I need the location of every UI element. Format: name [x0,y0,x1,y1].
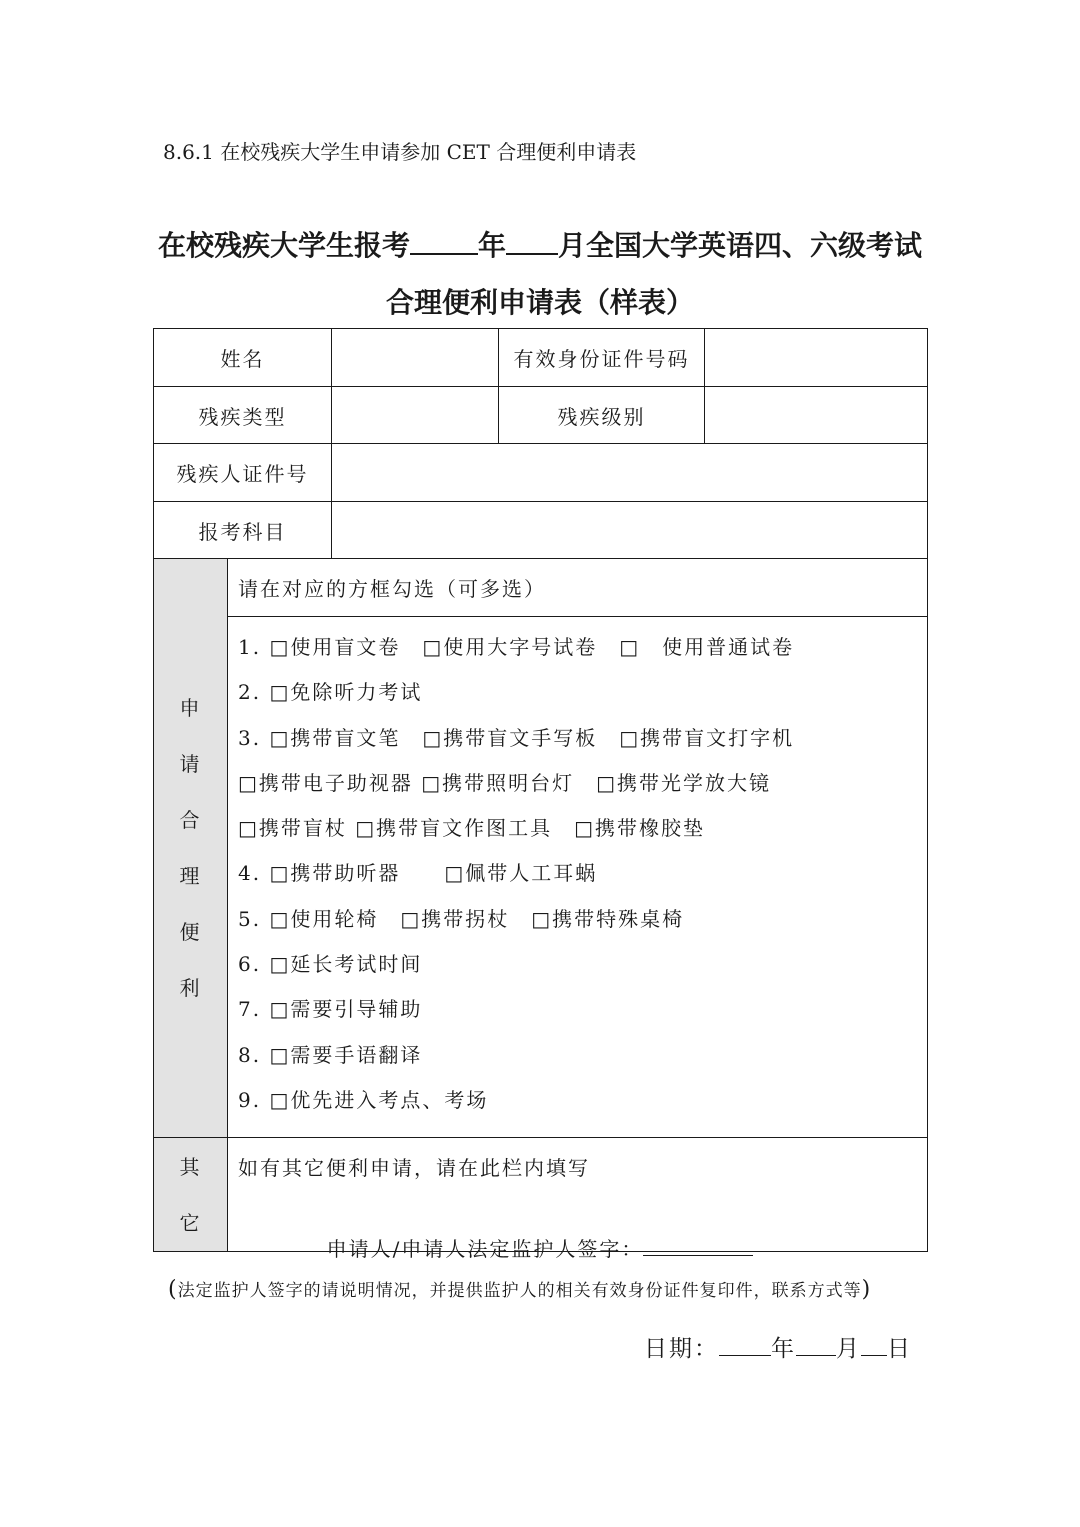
form-row-cert [154,444,928,502]
document-title-line1 [0,224,1080,264]
form-row-name [154,329,928,387]
subject-label: 报考科目 [154,502,332,559]
month-blank[interactable] [506,228,558,255]
title-part2: 月全国大学英语四、六级考试 [558,229,923,262]
id-number-label: 有效身份证件号码 [499,329,705,387]
date-day-blank[interactable] [861,1334,887,1356]
subject-input-cell[interactable] [332,502,928,559]
application-form-table [153,328,928,1252]
id-number-input-cell[interactable] [705,329,928,387]
accommodations-hint: 请在对应的方框勾选（可多选） [228,559,928,617]
form-row-disability [154,387,928,444]
date-year-blank[interactable] [719,1334,771,1356]
signature-label: 申请人/申请人法定监护人签字： [326,1237,644,1261]
option-line-2[interactable]: 2. □免除听力考试 [238,680,423,705]
name-input-cell[interactable] [332,329,499,387]
title-part1: 在校残疾大学生报考 [157,229,410,262]
signature-note-text: 法定监护人签字的请说明情况，并提供监护人的相关有效身份证件复印件，联系方式等 [177,1281,862,1301]
form-row-options [154,617,928,1138]
option-line-1[interactable]: 1. □使用盲文卷 □使用大字号试卷 □ 使用普通试卷 [238,635,795,659]
option-line-5[interactable]: 5. □使用轮椅 □携带拐杖 □携带特殊桌椅 [238,906,685,931]
other-side-label: 其 它 [154,1138,228,1252]
form-row-hint [154,559,928,617]
disability-type-label: 残疾类型 [154,387,332,444]
date-month-blank[interactable] [796,1334,836,1356]
option-line-8[interactable]: 8. □需要手语翻译 [238,1042,423,1067]
signature-line [0,1233,1080,1262]
section-heading: 8.6.1 在校残疾大学生申请参加 CET 合理便利申请表 [163,140,637,164]
option-line-3c[interactable]: □携带盲杖 □携带盲文作图工具 □携带橡胶垫 [238,816,706,841]
accommodation-options [228,617,928,1138]
option-line-3b[interactable]: □携带电子助视器 □携带照明台灯 □携带光学放大镜 [238,770,772,795]
title-year-label: 年 [477,229,506,262]
option-line-7[interactable]: 7. □需要引导辅助 [238,997,423,1022]
signature-note: (法定监护人签字的请说明情况，并提供监护人的相关有效身份证件复印件，联系方式等) [168,1277,872,1302]
disability-cert-label: 残疾人证件号 [154,444,332,502]
signature-blank[interactable] [643,1237,753,1256]
year-blank[interactable] [410,228,478,255]
disability-type-input-cell[interactable] [332,387,499,444]
form-row-subject [154,502,928,559]
disability-cert-input-cell[interactable] [332,444,928,502]
name-label: 姓名 [154,329,332,387]
option-line-3[interactable]: 3. □携带盲文笔 □携带盲文手写板 □携带盲文打字机 [238,725,795,750]
option-line-4[interactable]: 4. □携带助听器 □佩带人工耳蜗 [238,861,598,886]
date-label: 日期： [644,1336,719,1362]
disability-level-input-cell[interactable] [705,387,928,444]
option-line-9[interactable]: 9. □优先进入考点、考场 [238,1087,489,1112]
option-line-6[interactable]: 6. □延长考试时间 [238,952,423,977]
document-title-line2: 合理便利申请表（样表） [385,286,694,319]
other-request-field[interactable]: 如有其它便利申请，请在此栏内填写 [228,1138,928,1252]
disability-level-label: 残疾级别 [499,387,705,444]
date-line: 日期： 年 月 日 [644,1336,912,1362]
accommodations-side-label: 申 请 合 理 便 利 [154,559,228,1138]
